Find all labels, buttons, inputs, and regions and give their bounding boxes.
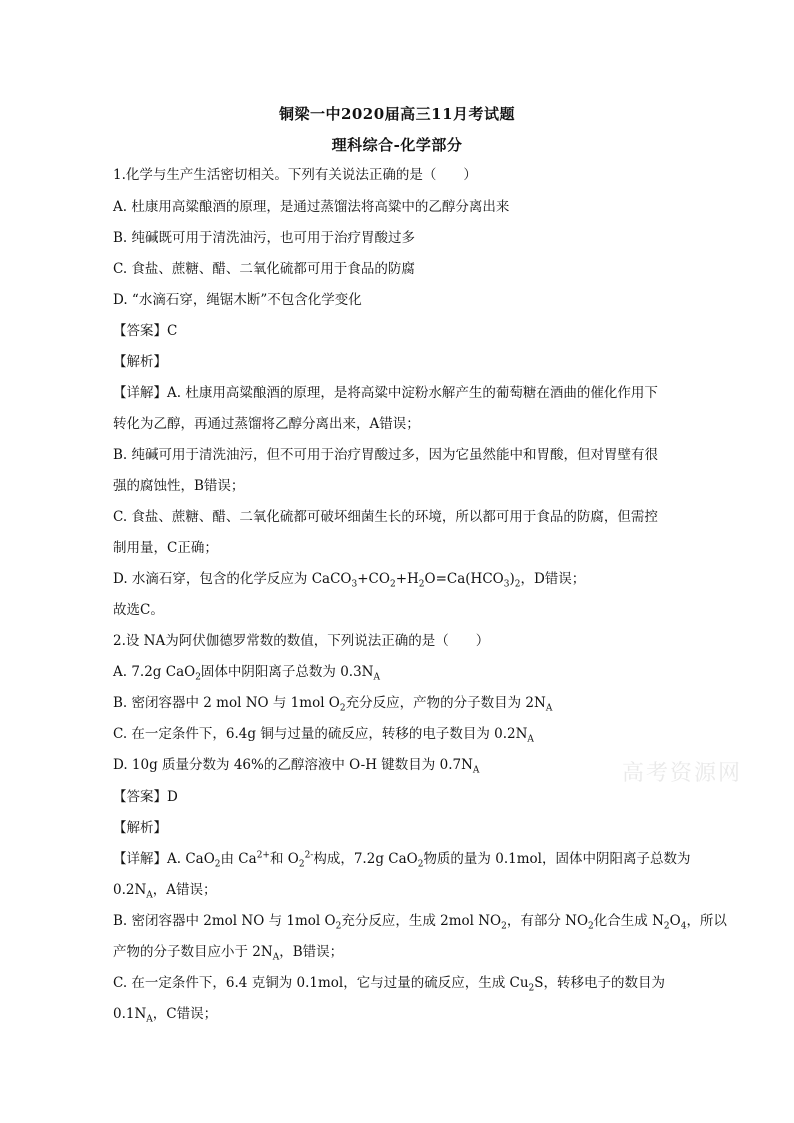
- exam-title: 铜梁一中2020届高三11月考试题: [278, 105, 516, 123]
- q2-detail-a-1: 【详解】A. CaO$_2$由 $Ca^{2+}$和 $O_2^{2-}$构成，7.2g CaO$_2$物质的量为 0.1mol，固体中阴阳离子总数为: [113, 850, 691, 870]
- q1-detail-line-4: 强的腐蚀性，B错误；: [113, 478, 245, 494]
- q2-option-d: D. 10g 质量分数为 46%的乙醇溶液中 O-H 键数目为 $0.7N_A$: [113, 757, 480, 776]
- q1-detail-line-2: 转化为乙醇，再通过蒸馏将乙醇分离出来，A错误；: [113, 416, 420, 432]
- q1-detail-line-1: 【详解】A. 杜康用高粱酿酒的原理，是将高粱中淀粉水解产生的葡萄糖在酒曲的催化作用下: [113, 385, 658, 401]
- q2-analysis-label: 【解析】: [113, 820, 167, 836]
- q1-option-b: B. 纯碱既可用于清洗油污，也可用于治疗胃酸过多: [113, 230, 416, 246]
- q1-detail-line-d: D. 水滴石穿，包含的化学反应为 $CaCO_3+CO_2+H_2O=Ca(HCO_3)_2$，D错误；: [113, 571, 586, 590]
- q1-option-a: A. 杜康用高粱酿酒的原理，是通过蒸馏法将高粱中的乙醇分离出来: [113, 199, 510, 215]
- q1-detail-line-6: 制用量，C正确；: [113, 540, 218, 556]
- q2-detail-b-2: 产物的分子数目应小于 $2N_A$，B错误；: [113, 944, 344, 963]
- q2-option-c: C. 在一定条件下，6.4g 铜与过量的硫反应，转移的电子数目为 $0.2N_A$: [113, 726, 534, 745]
- q1-detail-line-3: B. 纯碱可用于清洗油污，但不可用于治疗胃酸过多，因为它虽然能中和胃酸，但对胃壁有很: [113, 447, 659, 463]
- q2-answer: 【答案】D: [113, 789, 178, 805]
- q2-detail-b-1: B. 密闭容器中 2mol NO 与 1mol $O_2$充分反应，生成 2mol $NO_2$，有部分 $NO_2$化合生成 $N_2O_4$，所以: [113, 913, 727, 932]
- q2-option-b: B. 密闭容器中 2 mol NO 与 1mol $O_2$充分反应，产物的分子数目为 $2N_A$: [113, 695, 553, 714]
- q1-answer: 【答案】C: [113, 323, 178, 339]
- q1-analysis-label: 【解析】: [113, 354, 167, 370]
- watermark: 高考资源网: [622, 761, 743, 786]
- q1-conclusion: 故选C。: [113, 602, 164, 618]
- q1-question: 1.化学与生产生活密切相关。下列有关说法正确的是（ ）: [113, 167, 477, 183]
- exam-subtitle: 理科综合-化学部分: [331, 136, 463, 154]
- q2-question: 2.设 NA为阿伏伽德罗常数的数值，下列说法正确的是（ ）: [113, 633, 490, 649]
- q2-detail-c-2: $0.1N_A$，C错误；: [113, 1006, 218, 1025]
- q1-detail-line-5: C. 食盐、蔗糖、醋、二氧化硫都可破坏细菌生长的环境，所以都可用于食品的防腐，但需控: [113, 509, 658, 525]
- q2-detail-a-2: $0.2N_A$，A错误；: [113, 882, 217, 901]
- q1-option-d: D. “水滴石穿，绳锯木断”不包含化学变化: [113, 292, 362, 308]
- q2-detail-c-1: C. 在一定条件下，6.4 克铜为 0.1mol，它与过量的硫反应，生成 $Cu_2S$，转移电子的数目为: [113, 975, 665, 994]
- q2-option-a: A. 7.2g CaO$_2$固体中阴阳离子总数为 $0.3N_A$: [113, 664, 380, 683]
- q1-option-c: C. 食盐、蔗糖、醋、二氧化硫都可用于食品的防腐: [113, 261, 415, 277]
